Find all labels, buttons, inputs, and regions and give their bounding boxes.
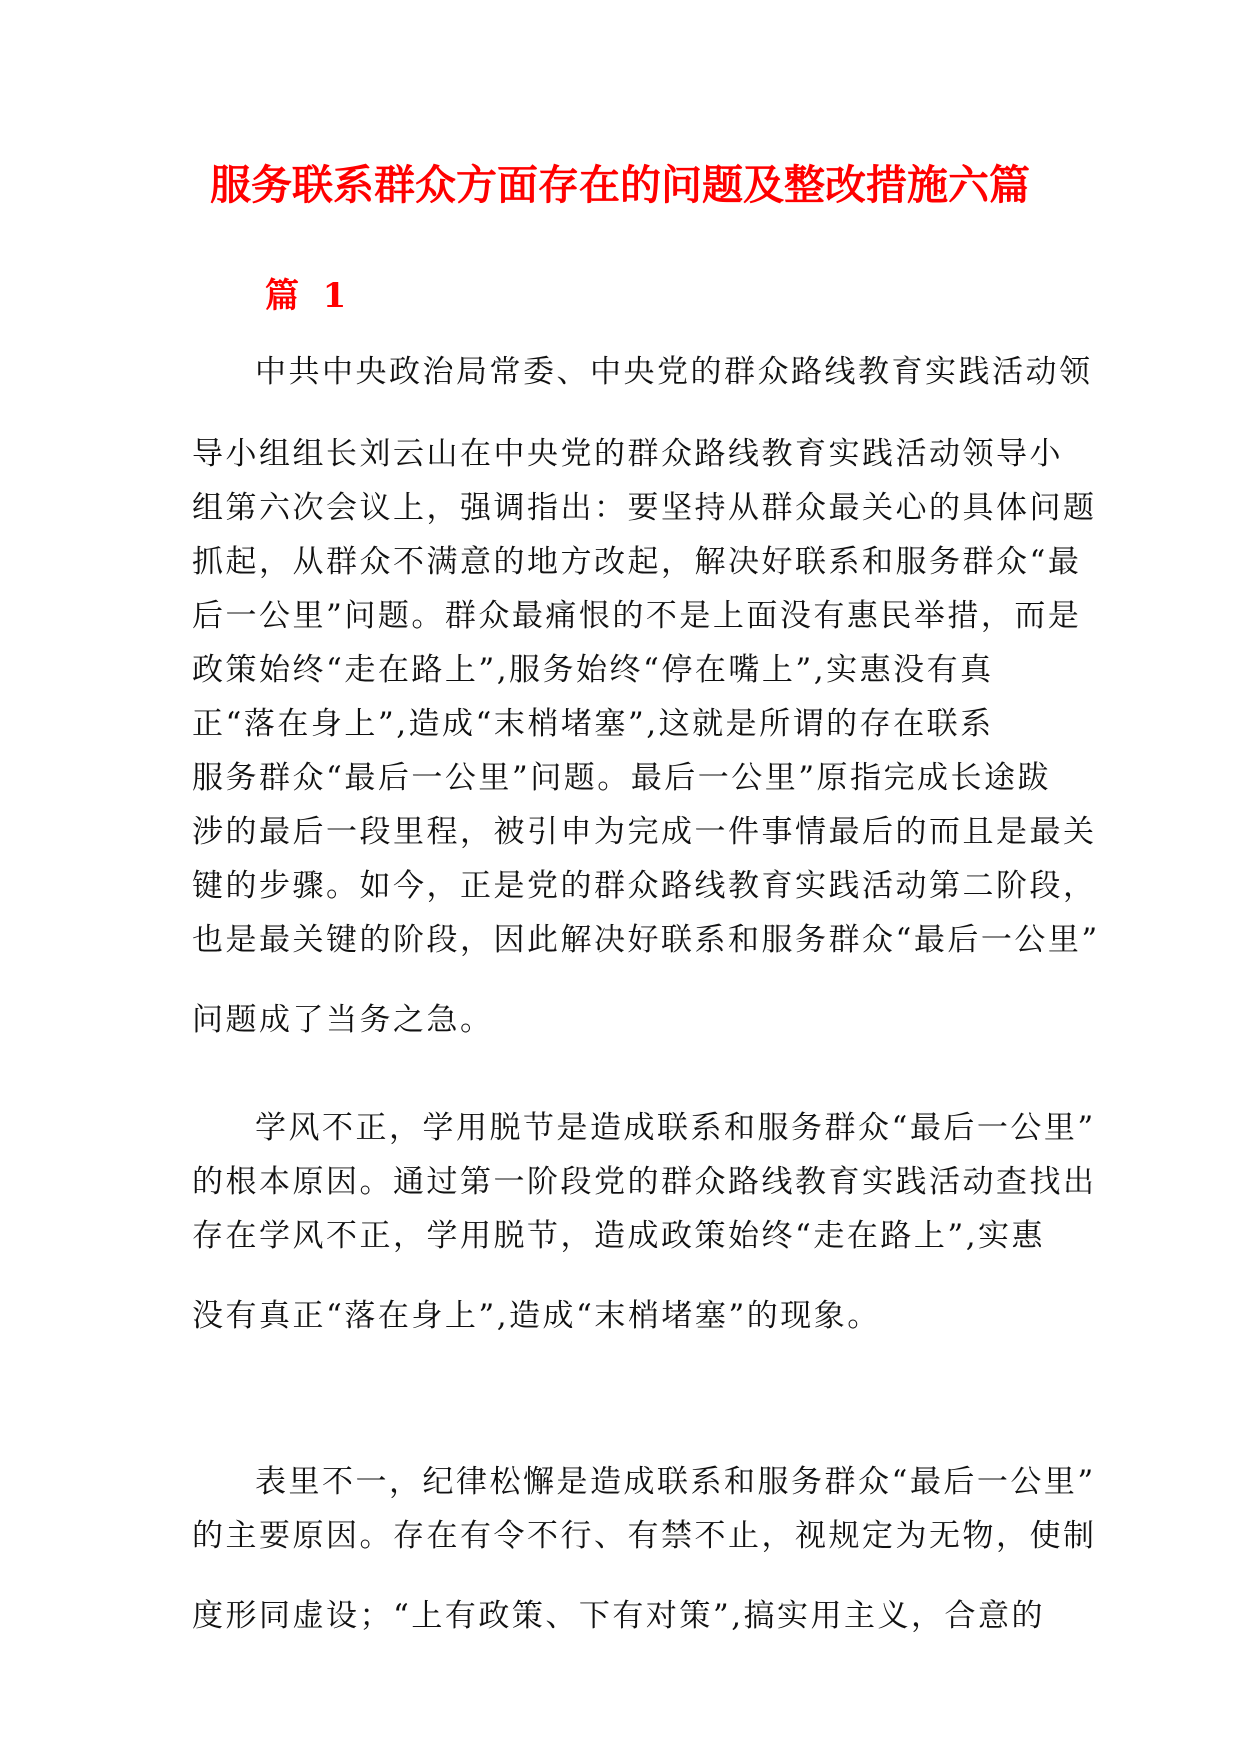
document-title: 服务联系群众方面存在的问题及整改措施六篇 xyxy=(210,161,1030,209)
paragraph-line: 表里不一，纪律松懈是造成联系和服务群众“最后一公里” xyxy=(255,1464,1096,1500)
paragraph-line: 存在学风不正，学用脱节，造成政策始终“走在路上”,实惠 xyxy=(192,1218,1046,1254)
paragraph-line: 的根本原因。通过第一阶段党的群众路线教育实践活动查找出 xyxy=(192,1164,1097,1200)
paragraph-line: 度形同虚设；“上有政策、下有对策”,搞实用主义，合意的 xyxy=(192,1598,1046,1634)
paragraph-line: 导小组组长刘云山在中央党的群众路线教育实践活动领导小 xyxy=(192,436,1063,472)
paragraph-line: 涉的最后一段里程，被引申为完成一件事情最后的而且是最关 xyxy=(192,814,1097,850)
paragraph-line: 也是最关键的阶段，因此解决好联系和服务群众“最后一公里” xyxy=(192,922,1100,958)
paragraph-line: 问题成了当务之急。 xyxy=(192,1002,494,1038)
paragraph-line: 组第六次会议上，强调指出：要坚持从群众最关心的具体问题 xyxy=(192,490,1097,526)
paragraph-line: 键的步骤。如今，正是党的群众路线教育实践活动第二阶段， xyxy=(192,868,1097,904)
paragraph-line: 学风不正，学用脱节是造成联系和服务群众“最后一公里” xyxy=(255,1110,1096,1146)
paragraph-line: 没有真正“落在身上”,造成“末梢堵塞”的现象。 xyxy=(192,1298,881,1334)
paragraph-line: 正“落在身上”,造成“末梢堵塞”,这就是所谓的存在联系 xyxy=(192,706,994,742)
paragraph-line: 中共中央政治局常委、中央党的群众路线教育实践活动领 xyxy=(255,354,1093,390)
paragraph-line: 的主要原因。存在有令不行、有禁不止，视规定为无物，使制 xyxy=(192,1518,1097,1554)
section-heading: 篇 1 xyxy=(265,276,347,316)
paragraph-line: 政策始终“走在路上”,服务始终“停在嘴上”,实惠没有真 xyxy=(192,652,994,688)
paragraph-line: 抓起，从群众不满意的地方改起，解决好联系和服务群众“最 xyxy=(192,544,1082,580)
paragraph-line: 服务群众“最后一公里”问题。最后一公里”原指完成长途跋 xyxy=(192,760,1052,796)
paragraph-line: 后一公里”问题。群众最痛恨的不是上面没有惠民举措，而是 xyxy=(192,598,1082,634)
